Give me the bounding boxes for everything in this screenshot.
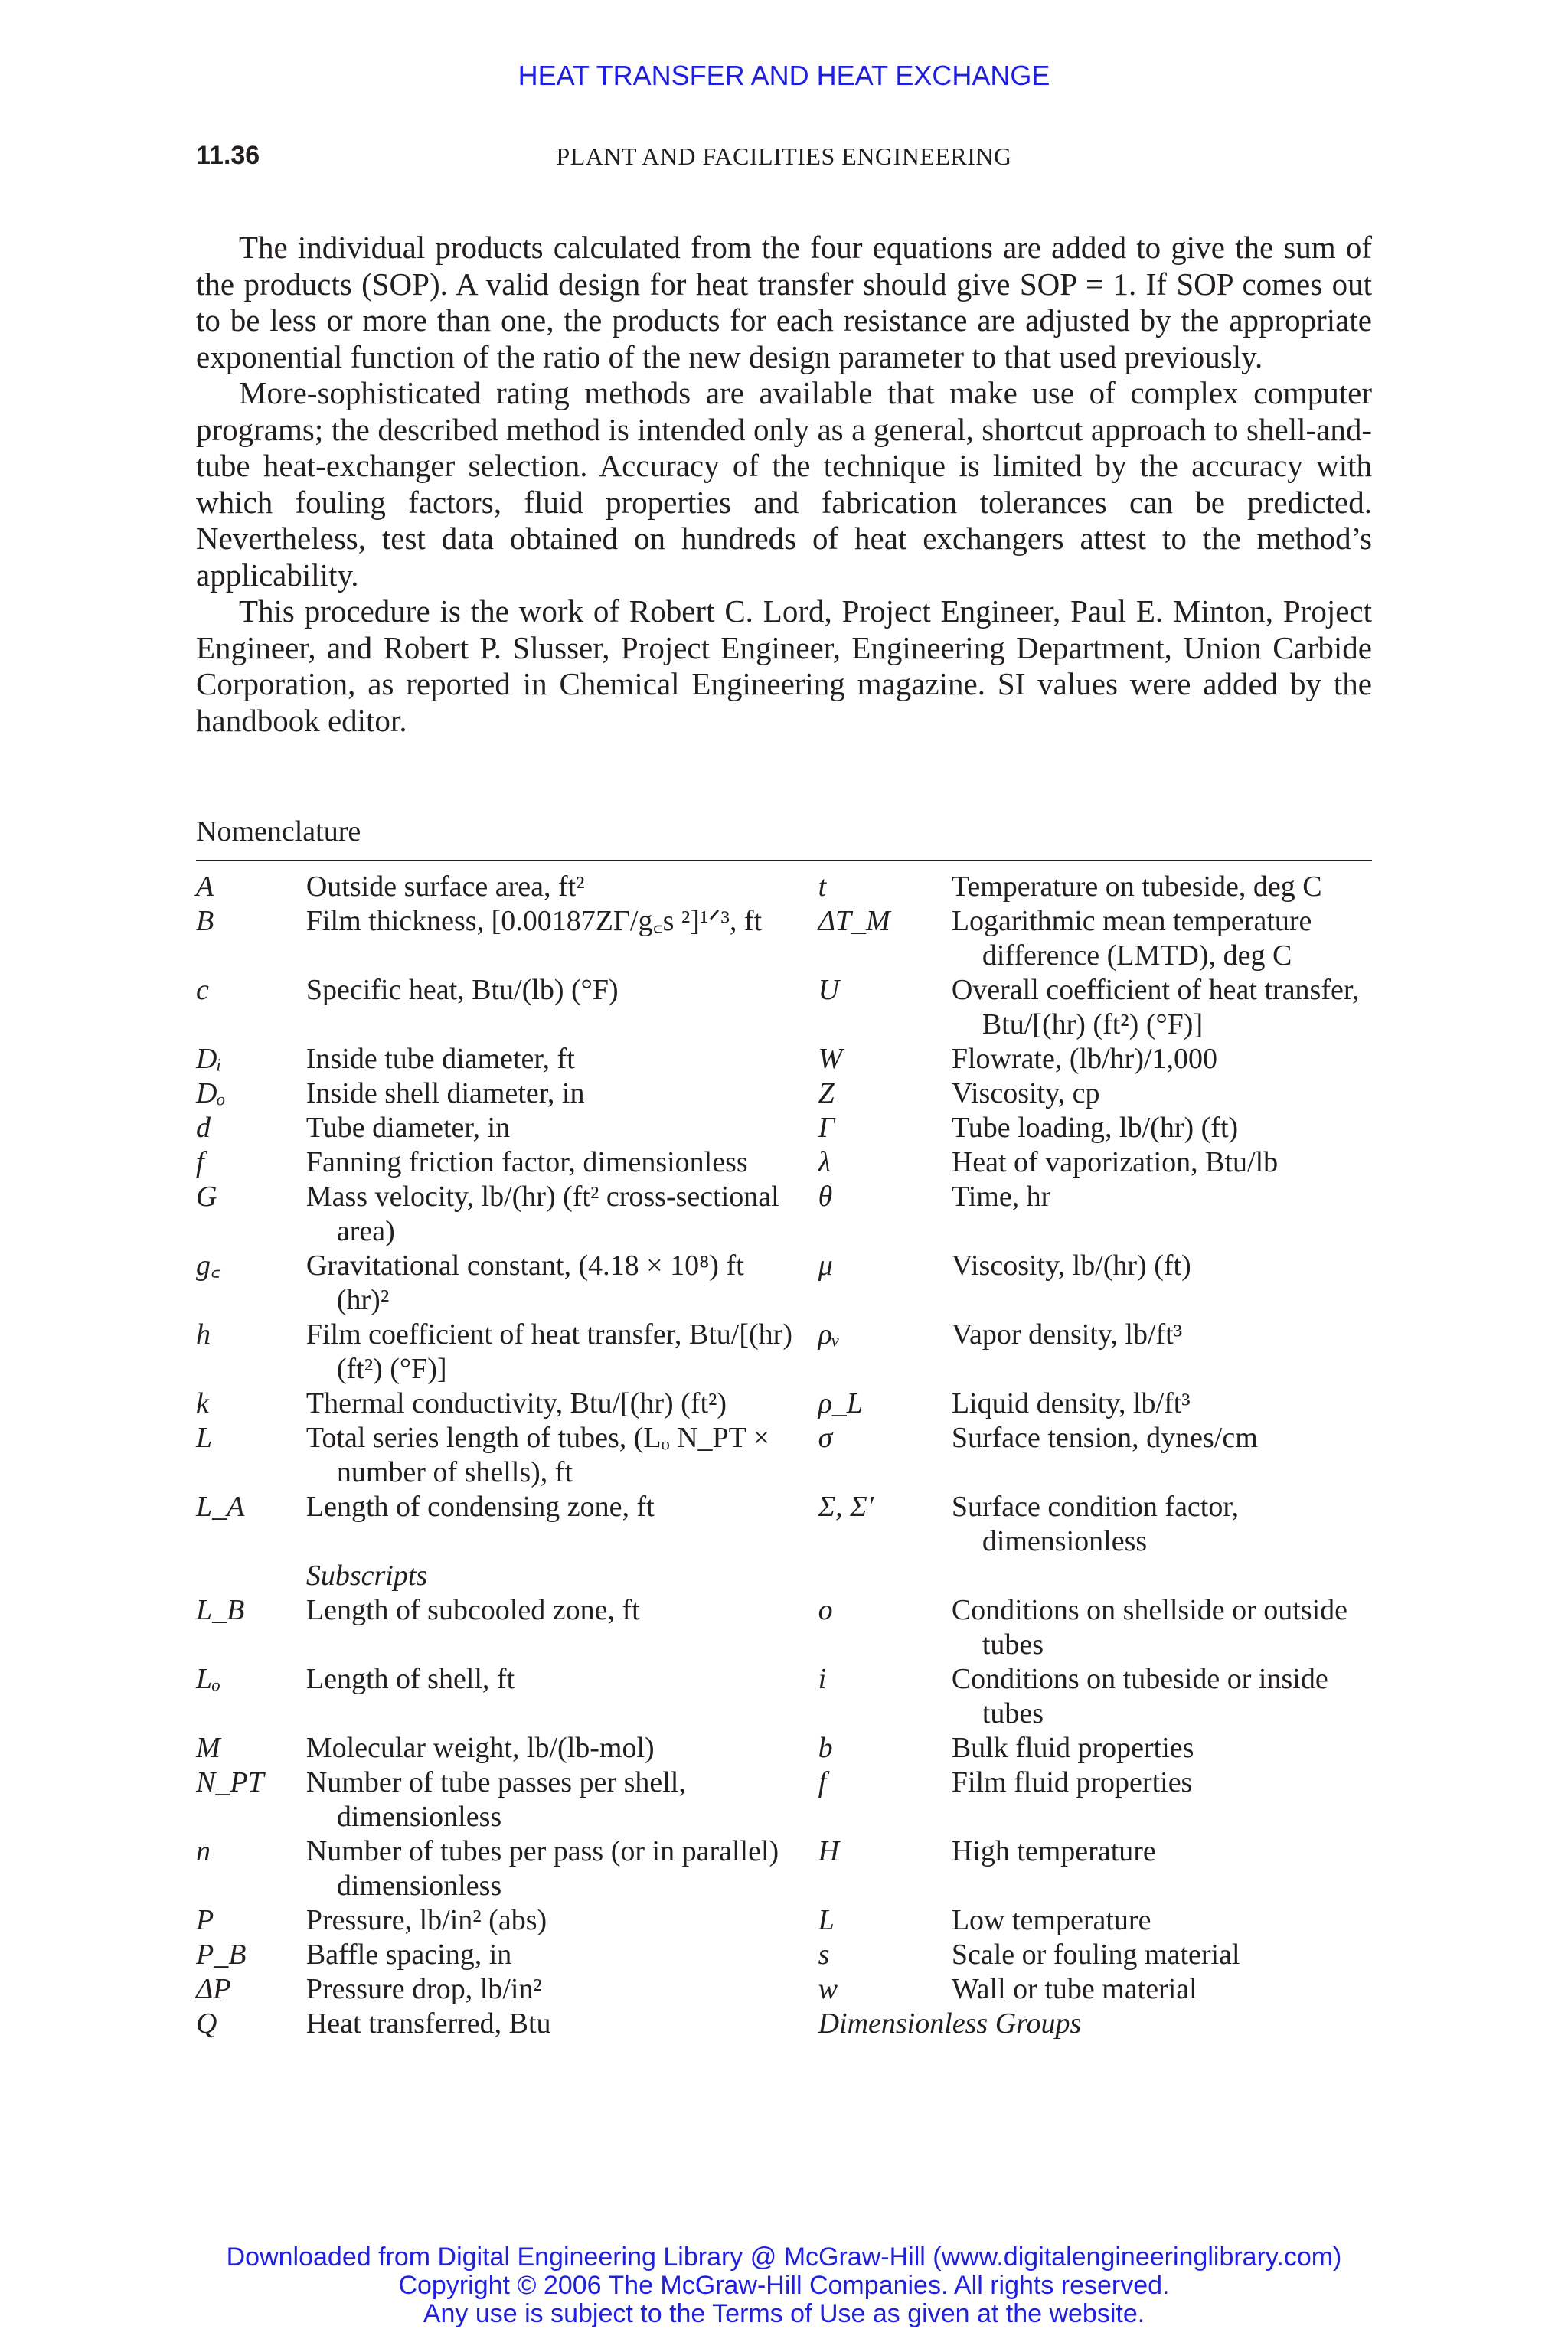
symbol: M	[196, 1732, 220, 1764]
symbol: ρᵥ	[818, 1318, 841, 1351]
page-number: 11.36	[196, 141, 260, 170]
table-row	[196, 1903, 1372, 1938]
table-row	[196, 1318, 1372, 1387]
symbol: ΔT_M	[818, 905, 890, 937]
symbol: Q	[196, 2007, 217, 2040]
table-row	[196, 1180, 1372, 1249]
symbol: P	[196, 1904, 214, 1936]
definition: Length of shell, ft	[305, 1663, 515, 1695]
symbol: k	[196, 1387, 209, 1419]
symbol: o	[818, 1594, 833, 1626]
symbol: w	[818, 1973, 838, 2005]
running-title: HEAT TRANSFER AND HEAT EXCHANGE	[518, 60, 1050, 91]
definition: Time, hr	[951, 1181, 1051, 1213]
definition: Baffle spacing, in	[305, 1939, 512, 1971]
footer-copyright-line: Copyright © 2006 The McGraw-Hill Companies. All rights reserved.	[398, 2271, 1170, 2300]
symbol: Σ, Σ′	[818, 1491, 874, 1523]
symbol: U	[818, 974, 840, 1006]
paragraph: This procedure is the work of Robert C. Lord, Project Engineer, Paul E. Minton, Project Engineer, and Robert P. Slusser, Project Engineer, Engineering Department, Union Carbide Corporation, as reported in Chemical Engineering magazine. SI values were added by the handbook editor.	[196, 593, 1372, 738]
symbol: L	[818, 1904, 835, 1936]
symbol: Z	[818, 1077, 835, 1109]
definition: Film coefficient of heat transfer, Btu/[(hr) (ft²) (°F)]	[305, 1318, 792, 1385]
symbol: s	[818, 1939, 830, 1971]
definition: Wall or tube material	[951, 1973, 1197, 2005]
symbol: d	[196, 1112, 211, 1144]
definition: Specific heat, Btu/(lb) (°F)	[305, 974, 619, 1006]
paragraph: The individual products calculated from the four equations are added to give the sum of the products (SOP). A valid design for heat transfer should give SOP = 1. If SOP comes out to be less or more than one, the products for each resistance are adjusted by the appropriate exponential function of the ratio of the new design parameter to that used previously.	[196, 230, 1372, 374]
symbol: ρ_L	[818, 1387, 863, 1419]
table-row	[196, 870, 1372, 904]
definition: Conditions on shellside or outside tubes	[951, 1594, 1348, 1661]
symbol: μ	[818, 1250, 833, 1282]
definition: Pressure drop, lb/in²	[305, 1973, 542, 2005]
symbol: σ	[818, 1422, 833, 1454]
symbol: λ	[818, 1146, 831, 1178]
table-row	[196, 973, 1372, 1042]
symbol: Dᵢ	[196, 1043, 222, 1075]
definition: Pressure, lb/in² (abs)	[305, 1904, 547, 1936]
table-row	[196, 1731, 1372, 1766]
symbol: H	[818, 1835, 840, 1867]
symbol: g꜀	[196, 1250, 221, 1282]
definition: Number of tube passes per shell, dimensionless	[305, 1766, 686, 1833]
definition: Mass velocity, lb/(hr) (ft² cross-sectional area)	[305, 1181, 779, 1247]
definition: Surface condition factor, dimensionless	[951, 1491, 1239, 1557]
table-row	[196, 1834, 1372, 1903]
symbol: ΔP	[196, 1973, 231, 2005]
table-row	[196, 1766, 1372, 1834]
footer-download-line: Downloaded from Digital Engineering Library @ McGraw-Hill (www.digitalengineeringlibrary.com)	[226, 2243, 1342, 2272]
symbol: Γ	[818, 1112, 835, 1144]
table-row	[196, 1076, 1372, 1111]
table-row	[196, 1490, 1372, 1559]
table-row	[196, 1938, 1372, 1972]
definition: Heat transferred, Btu	[305, 2007, 551, 2040]
definition: Number of tubes per pass (or in parallel) dimensionless	[305, 1835, 779, 1902]
symbol: G	[196, 1181, 217, 1213]
table-row	[196, 1145, 1372, 1180]
symbol: L_A	[196, 1491, 245, 1523]
symbol: P_B	[196, 1939, 247, 1971]
symbol: c	[196, 974, 209, 1006]
symbol: Lₒ	[196, 1663, 220, 1695]
definition: Gravitational constant, (4.18 × 10⁸) ft (hr)²	[305, 1250, 744, 1316]
table-row	[196, 1593, 1372, 1662]
footer-terms-line: Any use is subject to the Terms of Use as given at the website.	[423, 2299, 1145, 2328]
subscripts-heading: Subscripts	[305, 1560, 428, 1592]
definition: Liquid density, lb/ft³	[951, 1387, 1191, 1419]
definition: Inside tube diameter, ft	[305, 1043, 575, 1075]
definition: Fanning friction factor, dimensionless	[305, 1146, 748, 1178]
body-text	[196, 230, 1372, 739]
table-row	[196, 1662, 1372, 1731]
definition: Viscosity, cp	[951, 1077, 1100, 1109]
definition: Flowrate, (lb/hr)/1,000	[951, 1043, 1218, 1075]
symbol: t	[818, 871, 827, 903]
symbol: L_B	[196, 1594, 245, 1626]
symbol: i	[818, 1663, 827, 1695]
definition: Logarithmic mean temperature difference (LMTD), deg C	[951, 905, 1312, 972]
footer	[0, 2243, 1568, 2328]
table-row	[196, 1249, 1372, 1318]
definition: Outside surface area, ft²	[305, 871, 585, 903]
definition: Low temperature	[951, 1904, 1152, 1936]
symbol: θ	[818, 1181, 833, 1213]
definition: Length of subcooled zone, ft	[305, 1594, 640, 1626]
symbol: A	[196, 871, 214, 903]
symbol: f	[818, 1766, 827, 1798]
symbol: n	[196, 1835, 211, 1867]
definition: Temperature on tubeside, deg C	[951, 871, 1322, 903]
section-title: PLANT AND FACILITIES ENGINEERING	[556, 142, 1012, 170]
table-row	[196, 1972, 1372, 2007]
table-row	[196, 904, 1372, 973]
symbol: W	[818, 1043, 843, 1075]
symbol: b	[818, 1732, 833, 1764]
definition: Molecular weight, lb/(lb-mol)	[305, 1732, 655, 1764]
symbol: N_PT	[196, 1766, 264, 1798]
definition: Scale or fouling material	[951, 1939, 1240, 1971]
definition: Surface tension, dynes/cm	[951, 1422, 1258, 1454]
nomenclature-table	[196, 870, 1372, 2041]
symbol: h	[196, 1318, 211, 1351]
definition: Heat of vaporization, Btu/lb	[951, 1146, 1279, 1178]
definition: Bulk fluid properties	[951, 1732, 1194, 1764]
definition: Length of condensing zone, ft	[305, 1491, 655, 1523]
table-row	[196, 1559, 1372, 1593]
definition: Overall coefficient of heat transfer, Btu/[(hr) (ft²) (°F)]	[951, 974, 1360, 1040]
definition: Vapor density, lb/ft³	[951, 1318, 1183, 1351]
definition: Tube diameter, in	[305, 1112, 511, 1144]
symbol: L	[196, 1422, 213, 1454]
definition: Thermal conductivity, Btu/[(hr) (ft²)	[305, 1387, 727, 1419]
definition: Viscosity, lb/(hr) (ft)	[951, 1250, 1191, 1282]
table-row	[196, 1387, 1372, 1421]
table-row	[196, 1042, 1372, 1076]
definition: Inside shell diameter, in	[305, 1077, 585, 1109]
definition: High temperature	[951, 1835, 1156, 1867]
symbol: B	[196, 905, 214, 937]
definition: Total series length of tubes, (Lₒ N_PT × number of shells), ft	[305, 1422, 770, 1488]
definition: Film thickness, [0.00187ZΓ/g꜀s ²]¹ᐟ³, ft	[305, 905, 763, 937]
paragraph: More-sophisticated rating methods are available that make use of complex computer programs; the described method is intended only as a general, shortcut approach to shell-and-tube heat-exchanger selection. Accuracy of the technique is limited by the accuracy with which fouling factors, fluid properties and fabrication tolerances can be predicted. Nevertheless, test data obtained on hundreds of heat exchangers attest to the method’s applicability.	[196, 375, 1372, 593]
definition: Conditions on tubeside or inside tubes	[951, 1663, 1328, 1730]
nomenclature-title: Nomenclature	[196, 815, 361, 848]
symbol: Dₒ	[196, 1077, 226, 1109]
nomenclature-rule	[196, 860, 1372, 861]
definition: Film fluid properties	[951, 1766, 1193, 1798]
definition: Tube loading, lb/(hr) (ft)	[951, 1112, 1239, 1144]
dimensionless-groups-heading: Dimensionless Groups	[818, 2007, 1082, 2040]
symbol: f	[196, 1146, 204, 1178]
table-row	[196, 2007, 1372, 2041]
table-row	[196, 1111, 1372, 1145]
table-row	[196, 1421, 1372, 1490]
